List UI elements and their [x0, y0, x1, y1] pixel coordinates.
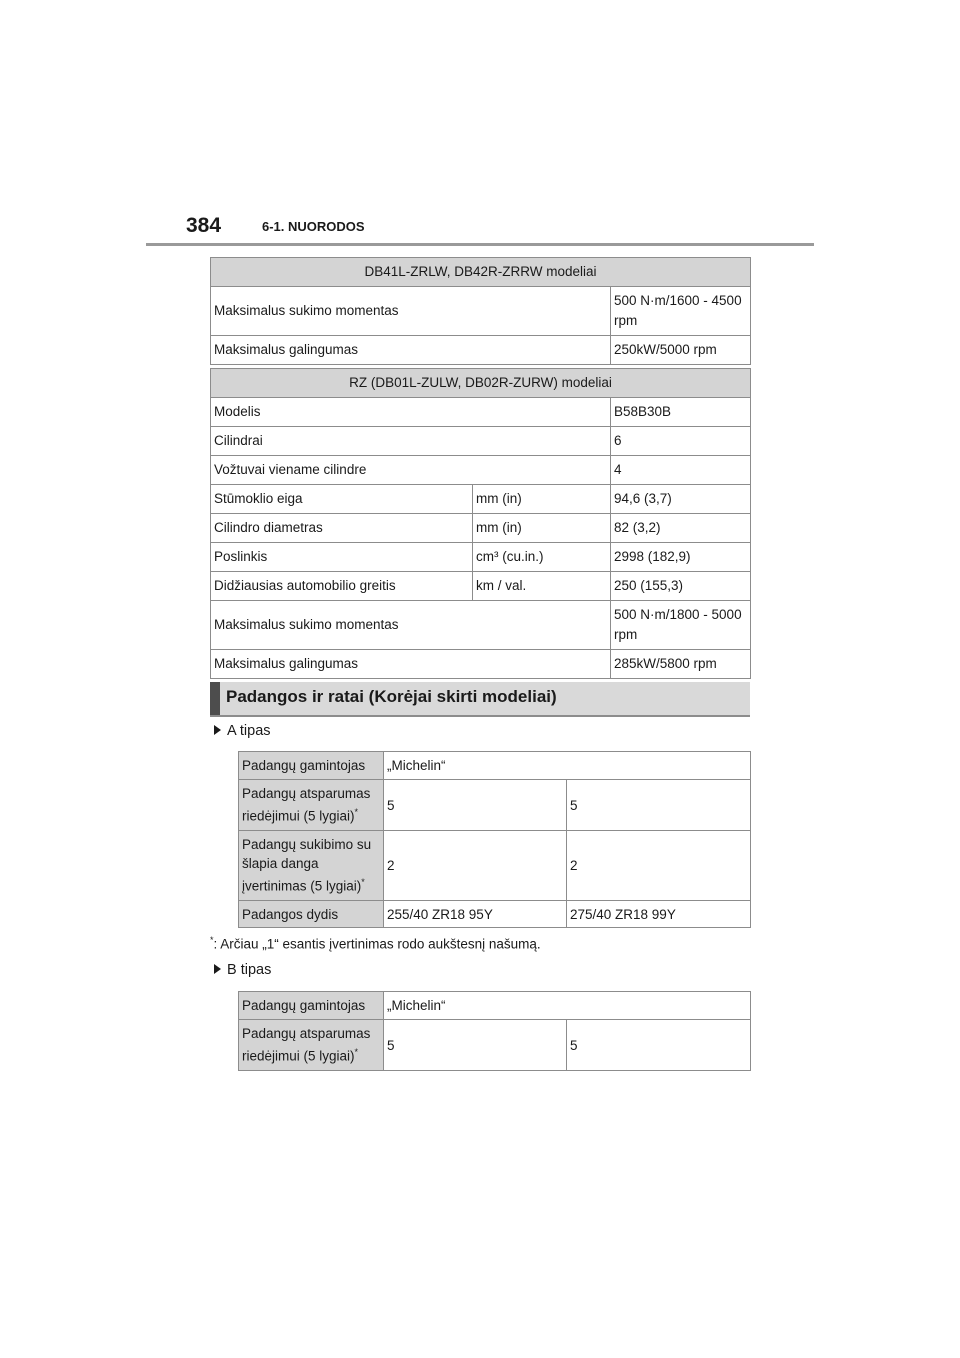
table-row [239, 831, 751, 901]
row-value: 250 (155,3) [611, 572, 751, 601]
type-a-heading [214, 723, 271, 739]
row-value: 2 [384, 831, 567, 901]
row-label: Padangų gamintojas [239, 992, 384, 1020]
spec-table-rz [210, 368, 751, 679]
table-row [239, 992, 751, 1020]
footnote-mark: * [354, 807, 359, 818]
row-label: Maksimalus galingumas [211, 336, 611, 365]
row-value: „Michelin“ [384, 752, 751, 780]
triangle-right-icon [214, 725, 221, 735]
table-row [211, 485, 751, 514]
type-a-label: A tipas [227, 723, 271, 739]
banner-bar [210, 682, 220, 715]
row-label: Padangos dydis [239, 901, 384, 928]
spec-table-db41l [210, 257, 751, 365]
tire-table-a [238, 751, 751, 928]
row-label: Padangų gamintojas [239, 752, 384, 780]
footnote-mark: * [361, 877, 365, 888]
row-value: 255/40 ZR18 95Y [384, 901, 567, 928]
table-row [211, 514, 751, 543]
row-unit: cm³ (cu.in.) [473, 543, 611, 572]
row-unit: km / val. [473, 572, 611, 601]
triangle-right-icon [214, 964, 221, 974]
table-row [211, 572, 751, 601]
row-value: 500 N·m/1800 - 5000 rpm [611, 601, 751, 650]
table-row [211, 650, 751, 679]
tire-table-b [238, 991, 751, 1071]
row-value: 5 [384, 1020, 567, 1071]
footnote-mark: * [210, 935, 214, 945]
row-label: Maksimalus sukimo momentas [211, 287, 611, 336]
row-label: Vožtuvai viename cilindre [211, 456, 611, 485]
row-label: Maksimalus sukimo momentas [211, 601, 611, 650]
section-title: 6-1. NUORODOS [262, 219, 365, 234]
table-row [239, 901, 751, 928]
row-value: 6 [611, 427, 751, 456]
footnote-text: : Arčiau „1“ esantis įvertinimas rodo aukštesnį našumą. [213, 936, 541, 952]
row-value: 500 N·m/1600 - 4500 rpm [611, 287, 751, 336]
row-label: Cilindrai [211, 427, 611, 456]
table-row [239, 1020, 751, 1071]
row-value: 285kW/5800 rpm [611, 650, 751, 679]
banner-title: Padangos ir ratai (Korėjai skirti modeliai) [226, 687, 557, 706]
table-row [211, 398, 751, 427]
footnote [210, 935, 541, 952]
type-b-label: B tipas [227, 962, 272, 978]
table-row [211, 287, 751, 336]
row-value: 4 [611, 456, 751, 485]
row-label: Stūmoklio eiga [211, 485, 473, 514]
table-title: DB41L-ZRLW, DB42R-ZRRW modeliai [211, 258, 751, 287]
row-value: 250kW/5000 rpm [611, 336, 751, 365]
row-value: 275/40 ZR18 99Y [567, 901, 751, 928]
row-value: B58B30B [611, 398, 751, 427]
table-row [211, 336, 751, 365]
row-label: Cilindro diametras [211, 514, 473, 543]
row-label [239, 1020, 384, 1071]
type-b-heading [214, 962, 271, 978]
row-value: 94,6 (3,7) [611, 485, 751, 514]
row-label-text: Padangų sukibimo su šlapia danga įvertinimas (5 lygiai) [242, 837, 372, 894]
section-banner [210, 682, 750, 717]
header-rule [146, 243, 814, 246]
table-title: RZ (DB01L-ZULW, DB02R-ZURW) modeliai [211, 369, 751, 398]
table-row [239, 752, 751, 780]
row-unit: mm (in) [473, 485, 611, 514]
row-label [239, 780, 384, 831]
table-title-row [211, 369, 751, 398]
row-value: 2998 (182,9) [611, 543, 751, 572]
table-row [211, 601, 751, 650]
footnote-mark: * [354, 1047, 359, 1058]
row-label: Poslinkis [211, 543, 473, 572]
row-value: 5 [384, 780, 567, 831]
row-label: Didžiausias automobilio greitis [211, 572, 473, 601]
row-value: 5 [567, 1020, 751, 1071]
row-value: 5 [567, 780, 751, 831]
table-row [239, 780, 751, 831]
row-label: Maksimalus galingumas [211, 650, 611, 679]
row-label-text: Padangų atsparumas riedėjimui (5 lygiai) [242, 1026, 371, 1064]
row-label: Modelis [211, 398, 611, 427]
row-label-text: Padangų atsparumas riedėjimui (5 lygiai) [242, 786, 371, 824]
page-number: 384 [186, 214, 222, 237]
row-value: „Michelin“ [384, 992, 751, 1020]
row-unit: mm (in) [473, 514, 611, 543]
row-value: 82 (3,2) [611, 514, 751, 543]
row-label [239, 831, 384, 901]
table-title-row [211, 258, 751, 287]
table-row [211, 543, 751, 572]
table-row [211, 456, 751, 485]
row-value: 2 [567, 831, 751, 901]
table-row [211, 427, 751, 456]
